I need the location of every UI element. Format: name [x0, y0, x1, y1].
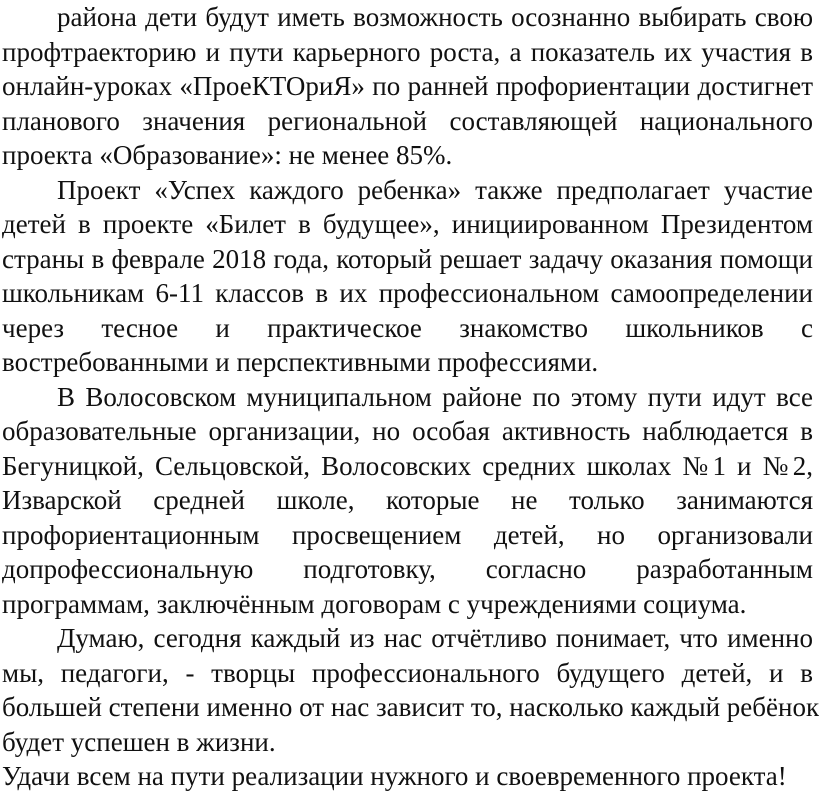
- text-line: проекта «Образование»: не менее 85%.: [2, 140, 453, 170]
- text-line: востребованными и перспективными профессиями.: [2, 347, 599, 377]
- text-line: района дети будут иметь возможность осознанно выбирать свою: [57, 2, 813, 32]
- text-line: программам, заключённым договорам с учреждениями социума.: [2, 588, 747, 619]
- paragraph-continuation: [2, 0, 813, 173]
- text-line: мы, педагоги, - творцы профессионального будущего детей, и в: [2, 657, 813, 688]
- text-line: Изварской средней школе, которые не только занимаются: [2, 485, 813, 515]
- text-line: будет успешен в жизни.: [2, 726, 276, 757]
- text-line: через тесное и практическое знакомство школьников с: [2, 312, 813, 343]
- text-line: онлайн-уроках «ПроеКТОриЯ» по ранней профориентации достигнет: [2, 71, 813, 101]
- text-line: образовательные организации, но особая активность наблюдается в: [2, 416, 813, 446]
- text-line: профориентационным просвещением детей, но организовали: [2, 519, 813, 550]
- paragraph-teachers: [2, 621, 819, 759]
- paragraph-closing-wish: [2, 759, 813, 794]
- text-line: большей степени именно от нас зависит то, насколько каждый ребёнок: [2, 692, 819, 722]
- text-line: страны в феврале 2018 года, который решает задачу оказания помощи: [2, 243, 813, 274]
- text-line: Бегуницкой, Сельцовской, Волосовских средних школах №1 и №2,: [2, 450, 813, 481]
- text-line: В Волосовском муниципальном районе по этому пути идут все: [57, 381, 813, 412]
- text-line: Проект «Успех каждого ребенка» также предполагает участие: [57, 174, 813, 205]
- text-line: профтраекторию и пути карьерного роста, а показатель их участия в: [2, 36, 813, 67]
- text-line: Думаю, сегодня каждый из нас отчётливо понимает, что именно: [57, 623, 813, 653]
- text-line: Удачи всем на пути реализации нужного и своевременного проекта!: [2, 761, 787, 791]
- paragraph-volosovo-district: [2, 380, 813, 622]
- text-line: детей в проекте «Билет в будущее», инициированном Президентом: [2, 209, 813, 239]
- text-line: планового значения региональной составляющей национального: [2, 105, 813, 136]
- text-line: допрофессиональную подготовку, согласно разработанным: [2, 554, 813, 584]
- text-line: школьникам 6-11 классов в их профессиональном самоопределении: [2, 278, 813, 308]
- paragraph-success-project: [2, 173, 813, 380]
